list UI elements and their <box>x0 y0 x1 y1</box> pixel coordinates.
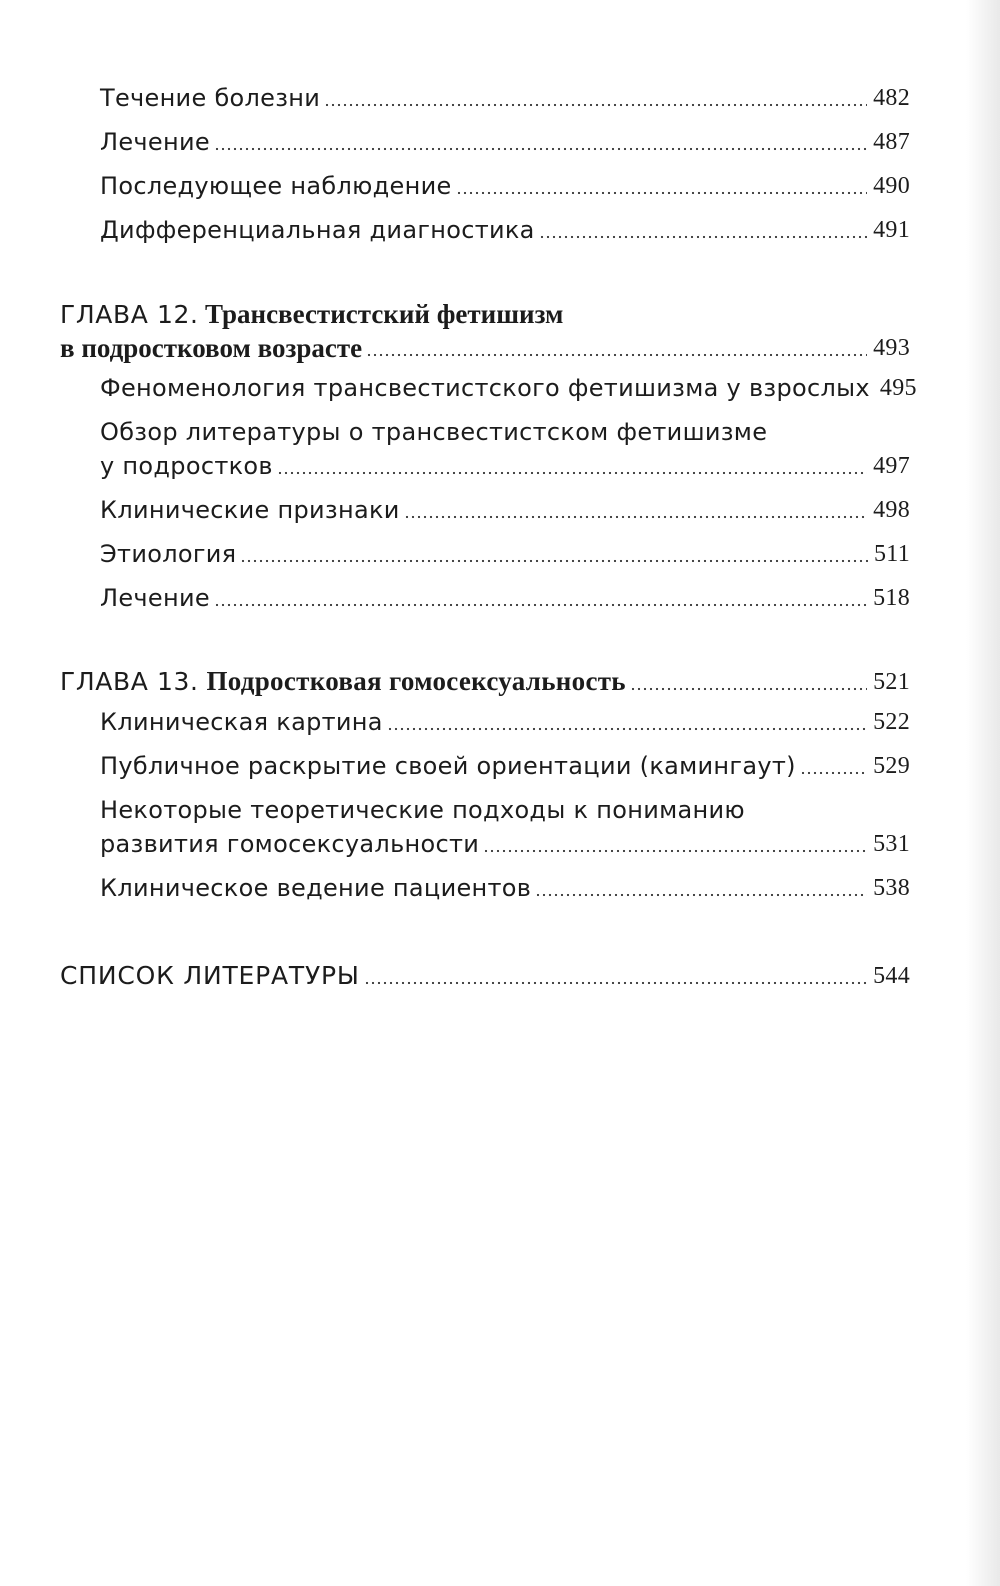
toc-entry-page: 518 <box>873 585 910 611</box>
chapter-title-continued: в подростковом возрасте <box>60 333 363 363</box>
toc-entry-title: Клиническая картина <box>100 708 383 736</box>
leader-dots <box>387 726 867 732</box>
toc-entry[interactable] <box>100 580 910 616</box>
bibliography-entry[interactable] <box>60 958 910 994</box>
toc-entry-page: 495 <box>879 375 917 401</box>
chapter-heading-label <box>60 663 626 700</box>
leader-dots <box>214 146 867 152</box>
toc-entry[interactable] <box>100 370 917 406</box>
toc-entry-page: 531 <box>873 831 910 857</box>
toc-entry[interactable] <box>100 492 910 528</box>
leader-dots <box>404 514 867 520</box>
leader-dots <box>364 980 867 986</box>
chapter-12-heading-line2[interactable] <box>60 330 910 366</box>
toc-entry-title: Публичное раскрытие своей ориентации (камингаут) <box>100 752 796 780</box>
chapter-title: Трансвестистский фетишизм <box>205 299 564 329</box>
leader-dots <box>456 190 868 196</box>
toc-entry[interactable] <box>100 124 910 160</box>
toc-entry-page: 482 <box>873 85 910 111</box>
toc-entry-title-line1[interactable]: Обзор литературы о трансвестистском фетишизме <box>100 418 768 446</box>
toc-entry-title: Дифференциальная диагностика <box>100 216 535 244</box>
toc-entry[interactable] <box>100 80 910 116</box>
leader-dots <box>240 558 868 564</box>
toc-entry-page: 487 <box>873 129 910 155</box>
toc-entry-title: Клиническое ведение пациентов <box>100 874 532 902</box>
chapter-title: Подростковая гомосексуальность <box>206 666 626 696</box>
toc-entry-title: Лечение <box>100 584 210 612</box>
toc-entry-title: Этиология <box>100 540 237 568</box>
toc-entry-page: 511 <box>873 541 910 567</box>
chapter-number: ГЛАВА 13. <box>60 667 199 696</box>
toc-entry[interactable] <box>100 536 910 572</box>
leader-dots <box>214 602 867 608</box>
toc-entry[interactable] <box>100 212 910 248</box>
chapter-13-heading[interactable] <box>60 664 910 700</box>
leader-dots <box>366 352 867 358</box>
toc-entry[interactable] <box>100 704 910 740</box>
toc-entry[interactable] <box>100 870 910 906</box>
toc-entry[interactable] <box>100 168 910 204</box>
toc-entry[interactable] <box>100 826 910 862</box>
leader-dots <box>324 102 867 108</box>
leader-dots <box>539 234 867 240</box>
toc-entry-title-line2: развития гомосексуальности <box>100 830 480 858</box>
toc-entry-title: Лечение <box>100 128 210 156</box>
toc-entry-title: Последующее наблюдение <box>100 172 452 200</box>
chapter-number: ГЛАВА 12. <box>60 300 199 329</box>
leader-dots <box>535 892 867 898</box>
toc-entry-page: 529 <box>873 753 910 779</box>
toc-entry-page: 498 <box>873 497 910 523</box>
leader-dots <box>277 470 867 476</box>
toc-entry-page: 538 <box>873 875 910 901</box>
toc-entry-title: Феноменология трансвестистского фетишизма у взрослых <box>100 374 870 402</box>
bibliography-title: СПИСОК ЛИТЕРАТУРЫ <box>60 961 360 990</box>
toc-entry[interactable] <box>100 448 910 484</box>
toc-entry-title: Течение болезни <box>100 84 321 112</box>
bibliography-page: 544 <box>873 963 910 989</box>
chapter-page: 521 <box>873 669 910 695</box>
chapter-12-heading-line1[interactable] <box>60 296 563 332</box>
toc-entry-title-line2: у подростков <box>100 452 273 480</box>
chapter-page: 493 <box>873 335 910 361</box>
toc-entry-page: 491 <box>873 217 910 243</box>
toc-entry-title: Клинические признаки <box>100 496 400 524</box>
leader-dots <box>630 686 867 692</box>
toc-entry-title-line1[interactable]: Некоторые теоретические подходы к пониманию <box>100 796 745 824</box>
toc-entry-page: 490 <box>873 173 910 199</box>
toc-entry-page: 497 <box>873 453 910 479</box>
toc-entry[interactable] <box>100 748 910 784</box>
toc-entry-page: 522 <box>873 709 910 735</box>
leader-dots <box>800 770 867 776</box>
leader-dots <box>483 848 867 854</box>
